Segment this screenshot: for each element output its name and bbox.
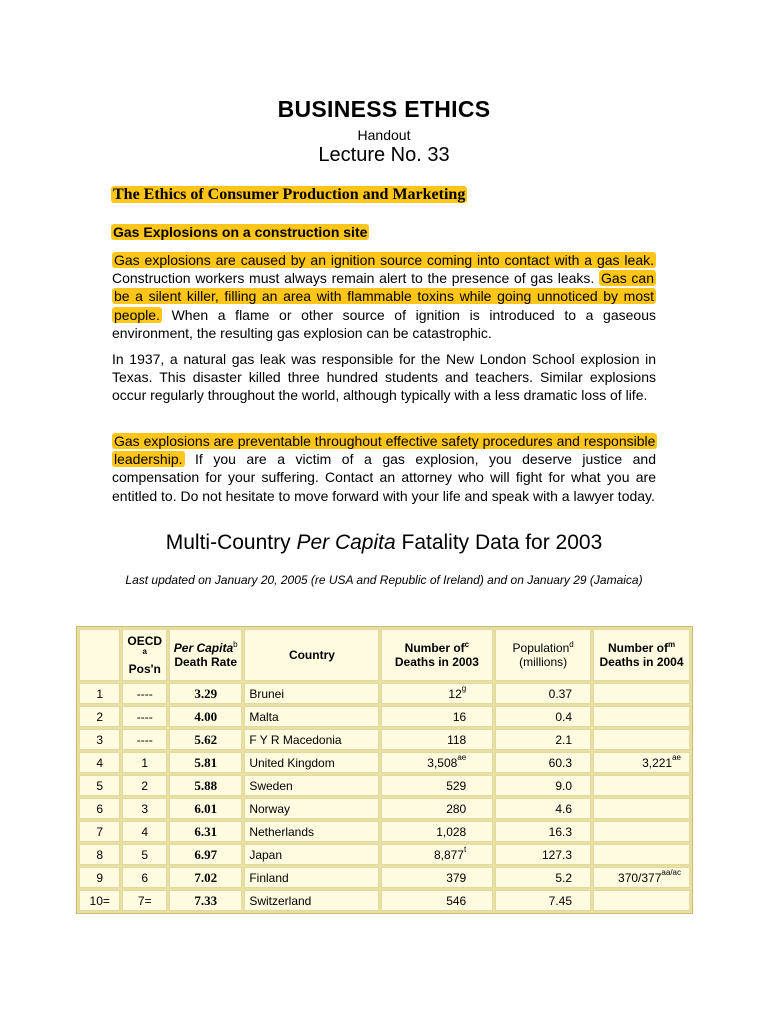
cell-deaths-2004	[593, 706, 690, 727]
lecture-number: Lecture No. 33	[318, 144, 450, 166]
cell-country: United Kingdom	[244, 752, 378, 773]
cell-rank: 5	[79, 775, 120, 796]
cell-death-rate: 5.62	[169, 729, 242, 750]
paragraph-3-text-1: If you are a victim of a gas explosion, you deserve justice and compensation for your suffering. Contact an attorney who will fight for what you are entitled to. Do not hesitate to move forward with your life and speak with a lawyer today.	[112, 451, 656, 504]
table-row	[79, 844, 690, 865]
subsection-title-text: Gas Explosions on a construction site	[113, 224, 368, 240]
cell-deaths-2003: 118	[381, 729, 494, 750]
cell-oecd-position: 1	[122, 752, 167, 773]
cell-deaths-2003: 1,028	[381, 821, 494, 842]
cell-oecd-position: ----	[122, 683, 167, 704]
table-row	[79, 706, 690, 727]
paragraph-1	[112, 251, 656, 342]
cell-rank: 2	[79, 706, 120, 727]
document-subtitle: Handout	[357, 127, 411, 143]
cell-deaths-2003: 3,508$^{ae}$	[381, 752, 494, 773]
header-rank	[79, 629, 120, 681]
table-update-note: Last updated on January 20, 2005 (re USA and Republic of Ireland) and on January 29 (Jamaica)	[125, 573, 643, 587]
table-row	[79, 890, 690, 911]
cell-country: Brunei	[244, 683, 378, 704]
cell-death-rate: 5.81	[169, 752, 242, 773]
cell-death-rate: 5.88	[169, 775, 242, 796]
paragraph-1-highlight-2: Gas can be a silent killer, filling an area with flammable toxins while going unnoticed by most people.	[114, 270, 655, 323]
cell-oecd-position: 3	[122, 798, 167, 819]
cell-country: Switzerland	[244, 890, 378, 911]
table-row	[79, 775, 690, 796]
cell-population: 127.3	[495, 844, 591, 865]
cell-population: 5.2	[495, 867, 591, 888]
cell-deaths-2003: 379	[381, 867, 494, 888]
cell-oecd-position: 5	[122, 844, 167, 865]
table-row	[79, 752, 690, 773]
cell-deaths-2003: 546	[381, 890, 494, 911]
cell-death-rate: 6.97	[169, 844, 242, 865]
header-deaths-2004: Number $of^m$ Deaths in 2004	[593, 629, 690, 681]
cell-death-rate: 3.29	[169, 683, 242, 704]
header-deaths-2003: Number $of^c$ Deaths in 2003	[381, 629, 494, 681]
cell-deaths-2004	[593, 683, 690, 704]
paragraph-1-highlight-1: Gas explosions are caused by an ignition source coming into contact with a gas leak.	[114, 252, 654, 268]
cell-deaths-2004	[593, 775, 690, 796]
cell-deaths-2003: 12$^g$	[381, 683, 494, 704]
cell-oecd-position: 7=	[122, 890, 167, 911]
table-row	[79, 867, 690, 888]
cell-population: 7.45	[495, 890, 591, 911]
table-title-italic: Per Capita	[296, 531, 396, 554]
header-oecd-position: OECD $^a$ Pos'n	[122, 629, 167, 681]
table-body	[79, 683, 690, 911]
cell-country: Netherlands	[244, 821, 378, 842]
cell-country: Norway	[244, 798, 378, 819]
cell-deaths-2004: 3,221$^{ae}$	[593, 752, 690, 773]
document-title: BUSINESS ETHICS	[277, 96, 491, 122]
cell-country: Sweden	[244, 775, 378, 796]
cell-population: 0.4	[495, 706, 591, 727]
cell-rank: 3	[79, 729, 120, 750]
cell-population: 4.6	[495, 798, 591, 819]
cell-oecd-position: 6	[122, 867, 167, 888]
table-title-post: Fatality Data for 2003	[395, 531, 603, 554]
cell-deaths-2004	[593, 729, 690, 750]
paragraph-1-text-1: Construction workers must always remain alert to the presence of gas leaks.	[112, 270, 600, 287]
cell-deaths-2003: 16	[381, 706, 494, 727]
cell-death-rate: 6.01	[169, 798, 242, 819]
header-population: Population$^d$ (millions)	[495, 629, 591, 681]
cell-deaths-2004	[593, 821, 690, 842]
section-title	[111, 186, 467, 204]
cell-death-rate: 6.31	[169, 821, 242, 842]
table-title	[0, 531, 768, 555]
table-title-pre: Multi-Country	[165, 531, 297, 554]
subsection-title	[111, 224, 369, 240]
cell-death-rate: 7.02	[169, 867, 242, 888]
cell-country: Finland	[244, 867, 378, 888]
table-row	[79, 798, 690, 819]
cell-country: Malta	[244, 706, 378, 727]
cell-deaths-2004: $370/377^{aa/ac}$	[593, 867, 690, 888]
cell-deaths-2004	[593, 844, 690, 865]
cell-oecd-position: 4	[122, 821, 167, 842]
cell-deaths-2003: 529	[381, 775, 494, 796]
cell-rank: 6	[79, 798, 120, 819]
cell-rank: 7	[79, 821, 120, 842]
cell-population: 2.1	[495, 729, 591, 750]
cell-population: 16.3	[495, 821, 591, 842]
cell-oecd-position: ----	[122, 706, 167, 727]
header-country: Country	[244, 629, 378, 681]
fatality-data-table	[76, 626, 693, 914]
cell-deaths-2004	[593, 798, 690, 819]
cell-deaths-2003: 280	[381, 798, 494, 819]
cell-rank: 1	[79, 683, 120, 704]
table-row	[79, 821, 690, 842]
cell-rank: 10=	[79, 890, 120, 911]
paragraph-3-highlight-1: Gas explosions are preventable throughout effective safety procedures and responsible leadership.	[114, 433, 656, 468]
table-row	[79, 729, 690, 750]
cell-death-rate: 7.33	[169, 890, 242, 911]
cell-oecd-position: 2	[122, 775, 167, 796]
section-title-text: The Ethics of Consumer Production and Marketing	[113, 186, 466, 203]
header-death-rate: Per Capita$^b$ Death Rate	[169, 629, 242, 681]
paragraph-2: In 1937, a natural gas leak was responsible for the New London School explosion in Texas. This disaster killed three hundred students and teachers. Similar explosions occur regularly throughout the world, although typically with a less dramatic loss of life.	[112, 351, 656, 404]
cell-rank: 9	[79, 867, 120, 888]
paragraph-3	[112, 432, 656, 505]
cell-death-rate: 4.00	[169, 706, 242, 727]
cell-rank: 8	[79, 844, 120, 865]
paragraph-1-text-2: When a flame or other source of ignition is introduced to a gaseous environment, the resulting gas explosion can be catastrophic.	[112, 306, 656, 341]
cell-rank: 4	[79, 752, 120, 773]
cell-country: Japan	[244, 844, 378, 865]
cell-population: 9.0	[495, 775, 591, 796]
cell-country: F Y R Macedonia	[244, 729, 378, 750]
table-row	[79, 683, 690, 704]
cell-population: 0.37	[495, 683, 591, 704]
cell-oecd-position: ----	[122, 729, 167, 750]
cell-deaths-2004	[593, 890, 690, 911]
cell-population: 60.3	[495, 752, 591, 773]
table-header-row	[79, 629, 690, 681]
cell-deaths-2003: 8,877$^t$	[381, 844, 494, 865]
